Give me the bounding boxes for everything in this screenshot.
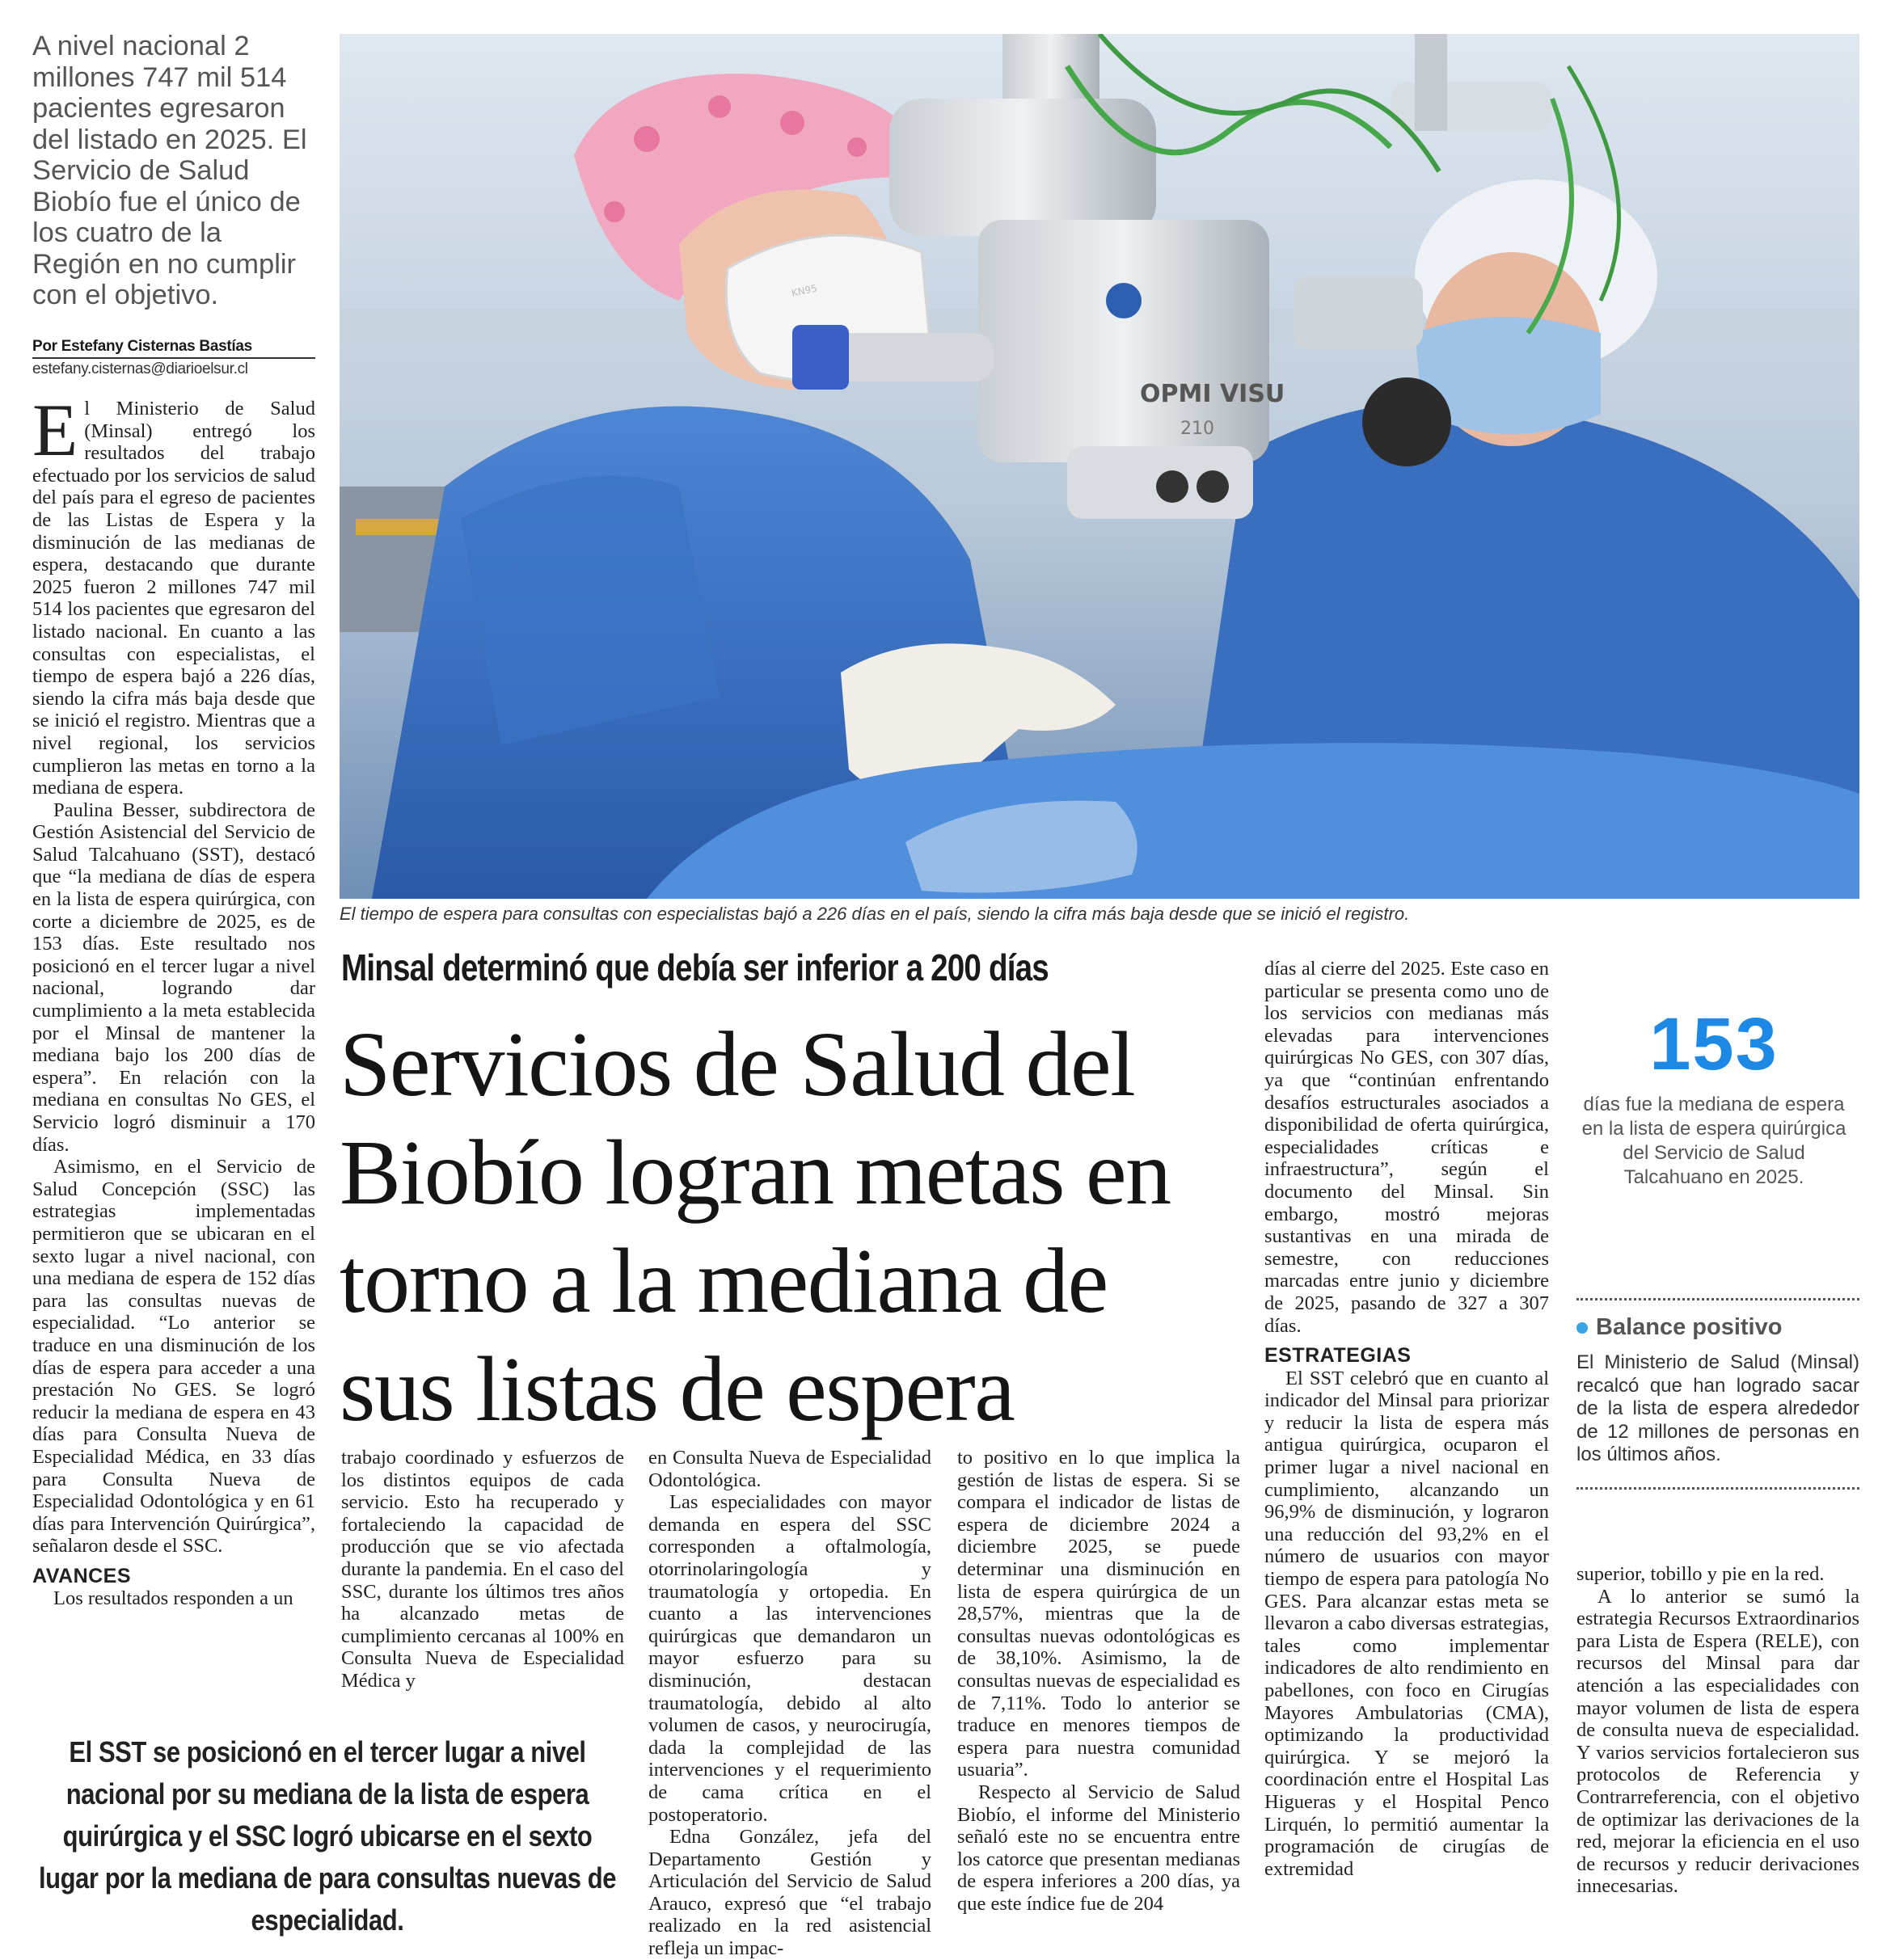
divider [1576,1487,1859,1490]
article-column-4 [957,1447,1240,1915]
stat-description: días fue la mediana de espera en la lista de espera quirúrgica del Servicio de Salud Talcahuano en 2025. [1581,1094,1846,1188]
kicker: Minsal determinó que debía ser inferior a 200 días [341,946,1049,988]
paragraph: superior, tobillo y pie en la red. [1576,1563,1825,1585]
sidebar-title [1576,1314,1859,1341]
paragraph: en Consulta Nueva de Especialidad Odontológica. [648,1447,931,1491]
paragraph: Paulina Besser, subdirectora de Gestión Asistencial del Servicio de Salud Talcahuano (SST), destacó que “la mediana de días de espera en la lista de espera quirúrgica, con corte a diciembre de 2025, es de 153 días. Este resultado nos posicionó en el tercer lugar a nivel nacional, logrando dar cumplimiento a la meta establecida por el Minsal de mantener la mediana bajo los 200 días de espera”. En relación con la mediana en consultas No GES, el Servicio logró disminuir a 170 días. [32,799,315,1156]
paragraph: Las especialidades con mayor demanda en espera del SSC corresponden a oftalmología, otorrinolaringología y traumatología y ortopedia. En cuanto a las intervenciones quirúrgicas que demandaron un mayor esfuerzo para su disminución, destacan traumatología, debido al alto volumen de casos, y neurocirugía, dada la complejidad de las intervenciones y el requerimiento de cama crítica en el postoperatorio. [648,1491,931,1826]
paragraph: Asimismo, en el Servicio de Salud Concepción (SSC) las estrategias implementadas permitieron que se ubicaran en el sexto lugar a nivel nacional, con una mediana de espera de 152 días para las consultas nuevas de especialidad. “Lo anterior se traduce en una disminución de los días de espera para acceder a una prestación No GES. Se logró reducir la mediana de espera en 43 días para Consulta Nueva de Especialidad Médica, en 33 días para Consulta Nueva de Especialidad Odontológica y en 61 días para Intervención Quirúrgica”, señalaron desde el SSC. [32,1156,315,1557]
photo-caption: El tiempo de espera para consultas con especialistas bajó a 226 días en el país, siendo la cifra más baja desde que se inició el registro. [340,904,1410,924]
subhead-estrategias: ESTRATEGIAS [1264,1344,1412,1368]
article-column-5 [1264,958,1549,1880]
article-column-3 [648,1447,931,1960]
microscope-brand: OPMI VISU [1140,380,1285,408]
pull-quote [32,1731,623,1941]
paragraph: trabajo coordinado y esfuerzos de los distintos equipos de cada servicio. Esto ha recuperado y fortaleciendo la capacidad de producción que se vio afectada durante la pandemia. En el caso del SSC, durante los últimos tres años ha alcanzado metas de cumplimiento cercanas al 100% en Consulta Nueva de Especialidad Médica y [341,1447,624,1692]
paragraph: Los resultados responden a un [53,1587,293,1610]
paragraph: Edna González, jefa del Departamento Gestión y Articulación del Servicio de Salud Arauco, expresó que “el trabajo realizado en la red asistencial refleja un impac- [648,1826,931,1960]
paragraph: El SST celebró que en cuanto al indicador del Minsal para priorizar y reducir la lista de espera más antigua quirúrgica, ocuparon el primer lugar a nivel nacional en cumplimiento, alcanzando un 96,9% de disminución, y lograron una reducción del 93,2% en el número de usuarios con mayor tiempo de espera para patología No GES. Para alcanzar estas meta se llevaron a cabo diversas estrategias, tales como implementar indicadores de alto rendimiento en pabellones, con foco en Cirugías Mayores Ambulatorias (CMA), optimizando la productividad quirúrgica. Y se mejoró la coordinación entre el Hospital Las Higueras y el Hospital Penco Lirquén, lo permitió aumentar la programación de cirugías de extremidad [1264,1367,1549,1880]
intro-deck: A nivel nacional 2 millones 747 mil 514 pacientes egresaron del listado en 2025. El Servicio de Salud Biobío fue el único de los cuatro de la Región en no cumplir con el objetivo. [32,31,307,310]
article-column-1 [32,389,315,1610]
byline: Por Estefany Cisternas Bastías [32,338,315,359]
sidebar-text: El Ministerio de Salud (Minsal) recalcó que han logrado sacar de la lista de espera alrededor de 12 millones de personas en los últimos años. [1576,1351,1859,1465]
subhead-avances: AVANCES [32,1564,132,1587]
stat-number: 153 [1649,1003,1779,1085]
article-column-6 [1576,1563,1859,1898]
article-column-2 [341,1447,624,1692]
drop-cap: E [32,389,78,471]
bullet-icon [1576,1322,1588,1334]
paragraph: días al cierre del 2025. Este caso en particular se presenta como uno de los servicios con medianas más elevadas para intervenciones quirúrgicas No GES, con 307 días, ya que “continúan enfrentando desafíos estructurales asociados a disponibilidad de oferta quirúrgica, especialidades críticas e infraestructura”, según el documento del Minsal. Sin embargo, mostró mejoras sustantivas en una mirada de semestre, con reducciones marcadas entre junio y diciembre de 2025, pasando de 327 a 307 días. [1264,958,1549,1337]
paragraph: Respecto al Servicio de Salud Biobío, el informe del Ministerio señaló este no se encuentra entre los catorce que presentan medianas de espera inferiores a 200 días, ya que este índice fue de 204 [957,1781,1240,1915]
paragraph: to positivo en lo que implica la gestión de listas de espera. Si se compara el indicador de listas de espera de diciembre 2024 a diciembre 2025, se puede determinar una disminución en lista de espera quirúrgica de un 28,57%, mientras que la de consultas nuevas odontológicas es de 38,10%. Asimismo, la de consultas nuevas de especialidad es de 7,11%. Todo lo anterior se traduce en menores tiempos de espera para nuestra comunidad usuaria”. [957,1447,1240,1781]
mask-brand: KN95 [790,282,819,299]
divider [1576,1298,1859,1300]
paragraph: A lo anterior se sumó la estrategia Recursos Extraordinarios para Lista de Espera (RELE), con recursos del Minsal para dar atención a las especialidades con mayor volumen de lista de espera de consulta nueva de especialidad. Y varios servicios fortalecieron sus protocolos de Referencia y Contrarreferencia, con el objetivo de optimizar las derivaciones de la red, mejorar la eficiencia en el uso de recursos y reducir derivaciones innecesarias. [1576,1585,1859,1898]
paragraph: l Ministerio de Salud (Minsal) entregó los resultados del trabajo efectuado por los servicios de salud del país para el egreso de pacientes de las Listas de Espera y la disminución de las medianas de espera, destacando que durante 2025 fueron 2 millones 747 mil 514 los pacientes que egresaron del listado nacional. En cuanto a las consultas con especialistas, el tiempo de espera bajó a 226 días, siendo la cifra más baja desde que se inició el registro. Mientras que a nivel regional, los servicios cumplieron las metas en torno a la mediana de espera. [32,398,315,799]
surgery-photo [340,34,1859,899]
microscope-model: 210 [1180,419,1214,439]
author-email: estefany.cisternas@diarioelsur.cl [32,360,248,377]
pull-quote-text: El SST se posicionó en el tercer lugar a nivel nacional por su mediana de la lista de espera quirúrgica y el SSC logró ubicarse en el sexto lugar por la mediana de para consultas nuevas de especialidad. [38,1735,617,1937]
surgery-illustration [340,34,1859,899]
headline: Servicios de Salud del Biobío logran metas en torno a la mediana de sus listas de espera [340,1013,1171,1440]
sidebar-title-text: Balance positivo [1596,1314,1783,1340]
